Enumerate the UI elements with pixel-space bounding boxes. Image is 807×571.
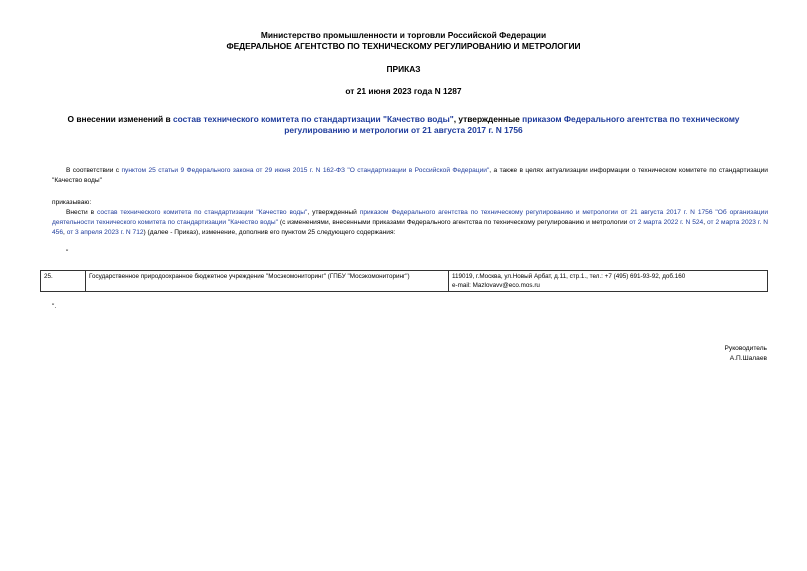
clause-link-committee[interactable]: состав технического комитета по стандартизации "Качество воды" (97, 209, 308, 216)
signature-name: А.П.Шалаев (729, 355, 767, 362)
clause-sep-2: , (63, 229, 67, 236)
order-word: приказываю: (52, 199, 92, 206)
preamble-link-law[interactable]: пунктом 25 статьи 9 Федерального закона от 29 июня 2015 г. N 162-ФЗ "О стандартизации в Российской Федерации" (121, 167, 490, 174)
email-text: e-mail: Mazlovavv@eco.mos.ru (452, 282, 540, 289)
preamble-text-2: , а также в целях актуализации информации о техническом комитете по стандартизации "Качество воды" (52, 167, 768, 184)
title-link-committee[interactable]: состав технического комитета по стандартизации "Качество воды" (172, 114, 454, 124)
clause-link-order-712[interactable]: от 3 апреля 2023 г. N 712 (66, 229, 144, 236)
quote-open: " (66, 249, 69, 256)
clause-link-order-456[interactable]: от 2 марта 2023 г. N 456 (52, 219, 769, 236)
clause-text-3: (с изменениями, внесенными приказами Федерального агентства по техническому регулированию и метрологии (277, 219, 630, 226)
doc-type-heading: ПРИКАЗ (386, 64, 421, 74)
address-text: 119019, г.Москва, ул.Новый Арбат, д.11, стр.1., тел.: +7 (495) 691-93-92, доб.160 (452, 273, 686, 280)
doc-title (42, 114, 765, 136)
ministry-heading: Министерство промышленности и торговли Российской Федерации (260, 30, 547, 40)
clause-sep-1: , (703, 219, 707, 226)
clause-text-1: Внести в (66, 209, 98, 216)
signature-position: Руководитель (724, 345, 767, 352)
clause-paragraph (52, 208, 768, 238)
title-text-2: , утвержденные (453, 114, 523, 124)
preamble-text-1: В соответствии с (66, 167, 122, 174)
preamble-paragraph (52, 166, 768, 186)
doc-date-number: от 21 июня 2023 года N 1287 (345, 86, 462, 96)
amendment-table (40, 270, 768, 292)
title-link-order[interactable]: приказом Федерального агентства по техническому регулированию и метрологии от 21 августа 2017 г. N 1756 (284, 114, 740, 135)
quote-close: ". (52, 303, 57, 310)
organization-cell: Государственное природоохранное бюджетное учреждение "Мосэкомониторинг" (ГПБУ "Мосэкомониторинг") (86, 271, 449, 292)
row-number-cell: 25. (41, 271, 86, 292)
clause-link-order-524[interactable]: от 2 марта 2022 г. N 524 (629, 219, 704, 226)
table-row (41, 271, 768, 292)
agency-heading: ФЕДЕРАЛЬНОЕ АГЕНТСТВО ПО ТЕХНИЧЕСКОМУ РЕГУЛИРОВАНИЮ И МЕТРОЛОГИИ (226, 41, 581, 51)
contacts-cell (449, 271, 768, 292)
clause-text-2: , утвержденный (307, 209, 360, 216)
clause-text-4: ) (далее - Приказ), изменение, дополнив его пунктом 25 следующего содержания: (143, 229, 396, 236)
clause-link-order-1756[interactable]: приказом Федерального агентства по техническому регулированию и метрологии от 21 августа 2017 г. N 1756 "Об организации деятельности технического комитета по стандартизации "Качество воды" (52, 209, 768, 226)
title-text-1: О внесении изменений в (67, 114, 173, 124)
